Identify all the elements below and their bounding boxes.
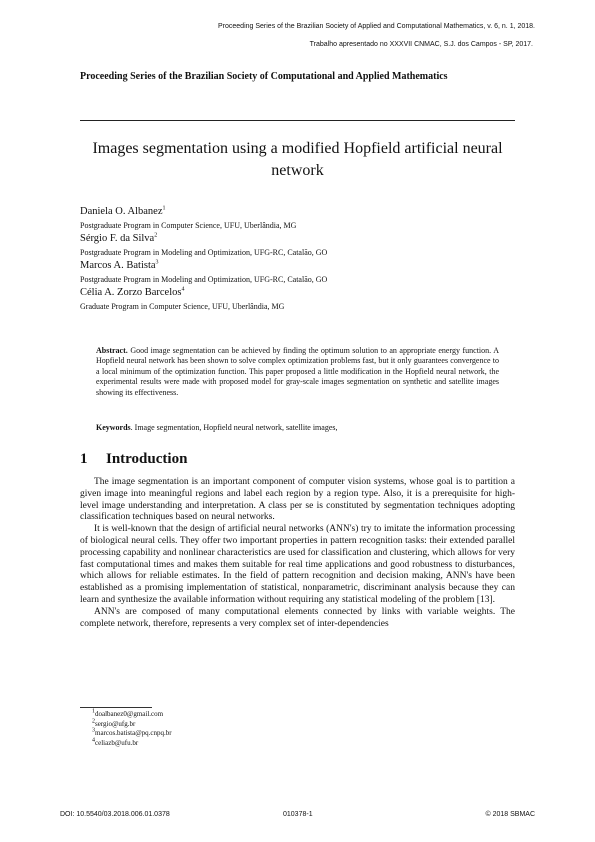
footnote-rule (80, 707, 152, 708)
series-title: Proceeding Series of the Brazilian Society of Computational and Applied Mathematics (80, 71, 448, 82)
author-affiliation: Postgraduate Program in Computer Science, UFU, Uberlândia, MG (80, 221, 297, 230)
section-heading (80, 451, 187, 468)
section-number: 1 (80, 451, 88, 467)
footnote: $^4$celiazb@ufu.br (92, 737, 139, 747)
footer-doi: DOI: 10.5540/03.2018.006.01.0378 (60, 811, 170, 818)
paragraph: It is well-known that the design of artificial neural networks (ANN's) try to imitate the information processing of biological neural cells. They offer two important properties in pattern recognition tasks: their extended parallel processing capability and nonlinear characteristics are used for classification and clustering, which allows for very fast computational times and makes them suitable for real time applications and good robustness to disturbances, which allows for reliable estimates. In the field of pattern recognition and decision making, ANN's have been established as a promising implementation of statistical, nonparametric, discriminant analysis because they can learn and synthesize the available information without requiring any statistical modeling of the problem [13]. (80, 524, 515, 605)
author-name: Sérgio F. da Silva$^2$ (80, 232, 158, 244)
section-title: Introduction (106, 451, 188, 467)
author-name: Daniela O. Albanez$^1$ (80, 205, 166, 217)
abstract-label: Abstract. (96, 346, 128, 355)
footnote: $^3$marcos.batista@pq.cnpq.br (92, 727, 172, 738)
title-rule (80, 120, 515, 121)
keywords-text: . Image segmentation, Hopfield neural network, satellite images, (130, 423, 338, 432)
author-affiliation: Postgraduate Program in Modeling and Optimization, UFG-RC, Catalão, GO (80, 248, 328, 257)
author-name: Célia A. Zorzo Barcelos$^4$ (80, 286, 185, 298)
footnote: $^1$doalbanez0@gmail.com (92, 708, 164, 718)
footnotes (92, 710, 172, 748)
abstract (96, 346, 499, 398)
body-text (80, 477, 515, 630)
abstract-text: Good image segmentation can be achieved by finding the optimum solution to an appropriate energy function. A Hopfield neural network has been shown to solve complex optimization problems fast, but it only guarantees convergence to a local minimum of the optimization function. This paper proposed a little modification in the Hopfield neural network, the experimental results were made with proposed model for gray-scale images segmentation on synthetic and satellite images showing its effectiveness. (96, 346, 500, 397)
footer-copyright: © 2018 SBMAC (485, 811, 535, 818)
footnote: $^2$sergio@ufg.br (92, 718, 136, 728)
author-name: Marcos A. Batista$^3$ (80, 259, 159, 271)
paper-title: Images segmentation using a modified Hopfield artificial neural network (92, 140, 503, 179)
footer-page-number: 010378-1 (283, 811, 313, 818)
running-header-line-1: Proceeding Series of the Brazilian Society of Applied and Computational Mathematics, v. 6, n. 1, 2018. (218, 23, 535, 30)
author-affiliation: Graduate Program in Computer Science, UFU, Uberlândia, MG (80, 302, 285, 311)
keywords (96, 423, 499, 432)
author-affiliation: Postgraduate Program in Modeling and Optimization, UFG-RC, Catalão, GO (80, 275, 328, 284)
paragraph: The image segmentation is an important component of computer vision systems, whose goal is to partition a given image into meaningful regions and label each region by a region type. Also, it is a prerequisite for high-level image understanding and interpretation. A class per se is constituted by segmentation techniques adopting classification techniques based on neural networks. (80, 477, 515, 523)
keywords-label: Keywords (96, 423, 131, 432)
running-header-line-2: Trabalho apresentado no XXXVII CNMAC, S.J. dos Campos - SP, 2017. (309, 41, 533, 48)
paragraph: ANN's are composed of many computational elements connected by links with variable weights. The complete network, therefore, represents a very complex set of inter-dependencies (80, 606, 515, 629)
